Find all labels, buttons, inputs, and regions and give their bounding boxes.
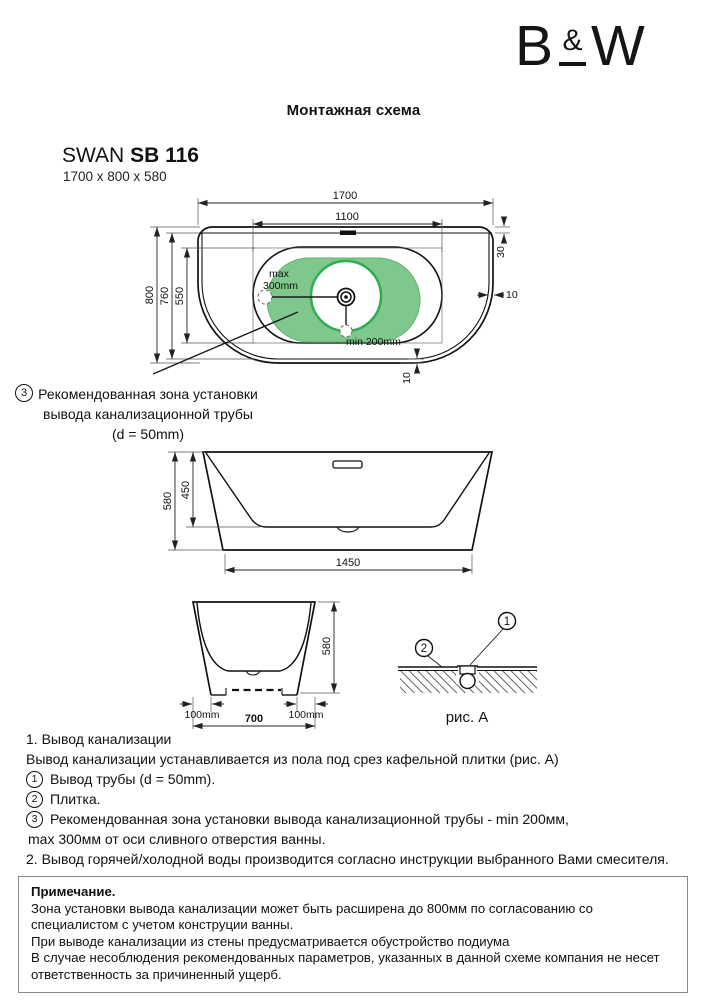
product-size: 1700 x 800 x 580 xyxy=(63,169,167,184)
drain-cap-body xyxy=(460,666,475,674)
item-2-circle: 2 xyxy=(26,791,43,808)
callout-leader-1 xyxy=(470,629,503,665)
callout-num-2: 2 xyxy=(420,643,428,655)
zone-callout-circle: 3 xyxy=(15,384,33,402)
front-view xyxy=(180,602,340,729)
instruction-line xyxy=(26,849,696,869)
overflow-slot xyxy=(333,461,362,468)
detail-a xyxy=(398,613,537,727)
pipe-position-max-circle xyxy=(258,290,272,304)
instruction-item-2 xyxy=(26,789,696,809)
dim-label-760: 760 xyxy=(159,286,171,306)
note-line-3: В случае несоблюдения рекомендованных параметров, указанных в данной схеме компания не несет ответственность за причиненный ущерб. xyxy=(31,950,660,982)
dim-label-580-front: 580 xyxy=(321,636,333,656)
drain-center xyxy=(344,295,348,299)
dim-label-1100: 1100 xyxy=(335,211,359,223)
dim-label-30: 30 xyxy=(495,246,507,258)
item-1-circle: 1 xyxy=(26,771,43,788)
callout-leader-2 xyxy=(428,656,442,667)
front-outline xyxy=(193,602,315,695)
product-model: SB 116 xyxy=(130,144,199,167)
logo-letter-w: W xyxy=(591,14,646,78)
instruction-text: 2. Вывод горячей/холодной воды производится согласно инструкции выбранного Вами смесителя. xyxy=(26,851,669,867)
brand-logo xyxy=(515,14,646,78)
instruction-line xyxy=(26,729,696,749)
instructions-block xyxy=(26,729,696,869)
item-3-text: Рекомендованная зона установки вывода канализационной трубы - min 200мм, xyxy=(50,811,569,827)
note-box xyxy=(18,876,688,993)
dim-label-800: 800 xyxy=(144,285,156,305)
dim-label-100-right: 100mm xyxy=(288,709,324,721)
drain-pipe-circle xyxy=(460,674,475,689)
dim-label-580-side: 580 xyxy=(162,491,174,511)
dim-label-700: 700 xyxy=(244,713,264,725)
zone-callout-line2: вывода канализационной трубы xyxy=(43,406,253,422)
top-view xyxy=(144,190,518,384)
dim-label-550: 550 xyxy=(174,286,186,306)
note-line-1: Зона установки вывода канализации может быть расширена до 800мм по согласованию со специалистом с учетом конструции ванны. xyxy=(31,900,593,932)
dim-label-450: 450 xyxy=(180,480,192,500)
instruction-line xyxy=(26,749,696,769)
note-title: Примечание. xyxy=(31,884,116,899)
instruction-text: Вывод канализации устанавливается из пола под срез кафельной плитки (рис. А) xyxy=(26,751,559,767)
instruction-text: max 300мм от оси сливного отверстия ванны. xyxy=(28,831,326,847)
max-label-2: 300mm xyxy=(263,280,299,292)
instruction-item-3 xyxy=(26,809,696,829)
zone-callout-line1: Рекомендованная зона установки xyxy=(38,386,258,402)
item-2-text: Плитка. xyxy=(50,791,101,807)
side-view xyxy=(162,452,492,574)
page-title: Монтажная схема xyxy=(286,102,421,119)
dim-label-1450: 1450 xyxy=(335,557,361,569)
overflow-mark xyxy=(340,231,356,236)
zone-callout-text xyxy=(36,384,260,444)
logo-ampersand: & xyxy=(562,24,583,57)
min-label: min 200mm xyxy=(346,336,401,348)
max-label-1: max xyxy=(269,268,289,280)
dim-label-100-left: 100mm xyxy=(184,709,220,721)
logo-underline-bar xyxy=(559,62,586,66)
product-name xyxy=(62,144,199,168)
item-3-circle: 3 xyxy=(26,811,43,828)
logo-letter-b: B xyxy=(515,14,555,78)
item-1-text: Вывод трубы (d = 50mm). xyxy=(50,771,216,787)
detail-caption: рис. А xyxy=(445,709,489,726)
instruction-item-1 xyxy=(26,769,696,789)
dim-label-1700: 1700 xyxy=(332,190,358,202)
instruction-item-3-cont xyxy=(26,829,696,849)
note-line-2: При выводе канализации из стены предусматривается обустройство подиума xyxy=(31,933,510,949)
product-series: SWAN xyxy=(62,144,125,167)
callout-num-1: 1 xyxy=(503,616,511,628)
logo-ampersand-block xyxy=(559,26,586,66)
dim-label-10-bottom: 10 xyxy=(401,372,413,384)
zone-callout-line3: (d = 50mm) xyxy=(112,426,184,442)
dim-label-10-side: 10 xyxy=(506,289,518,301)
instruction-text: 1. Вывод канализации xyxy=(26,731,172,747)
